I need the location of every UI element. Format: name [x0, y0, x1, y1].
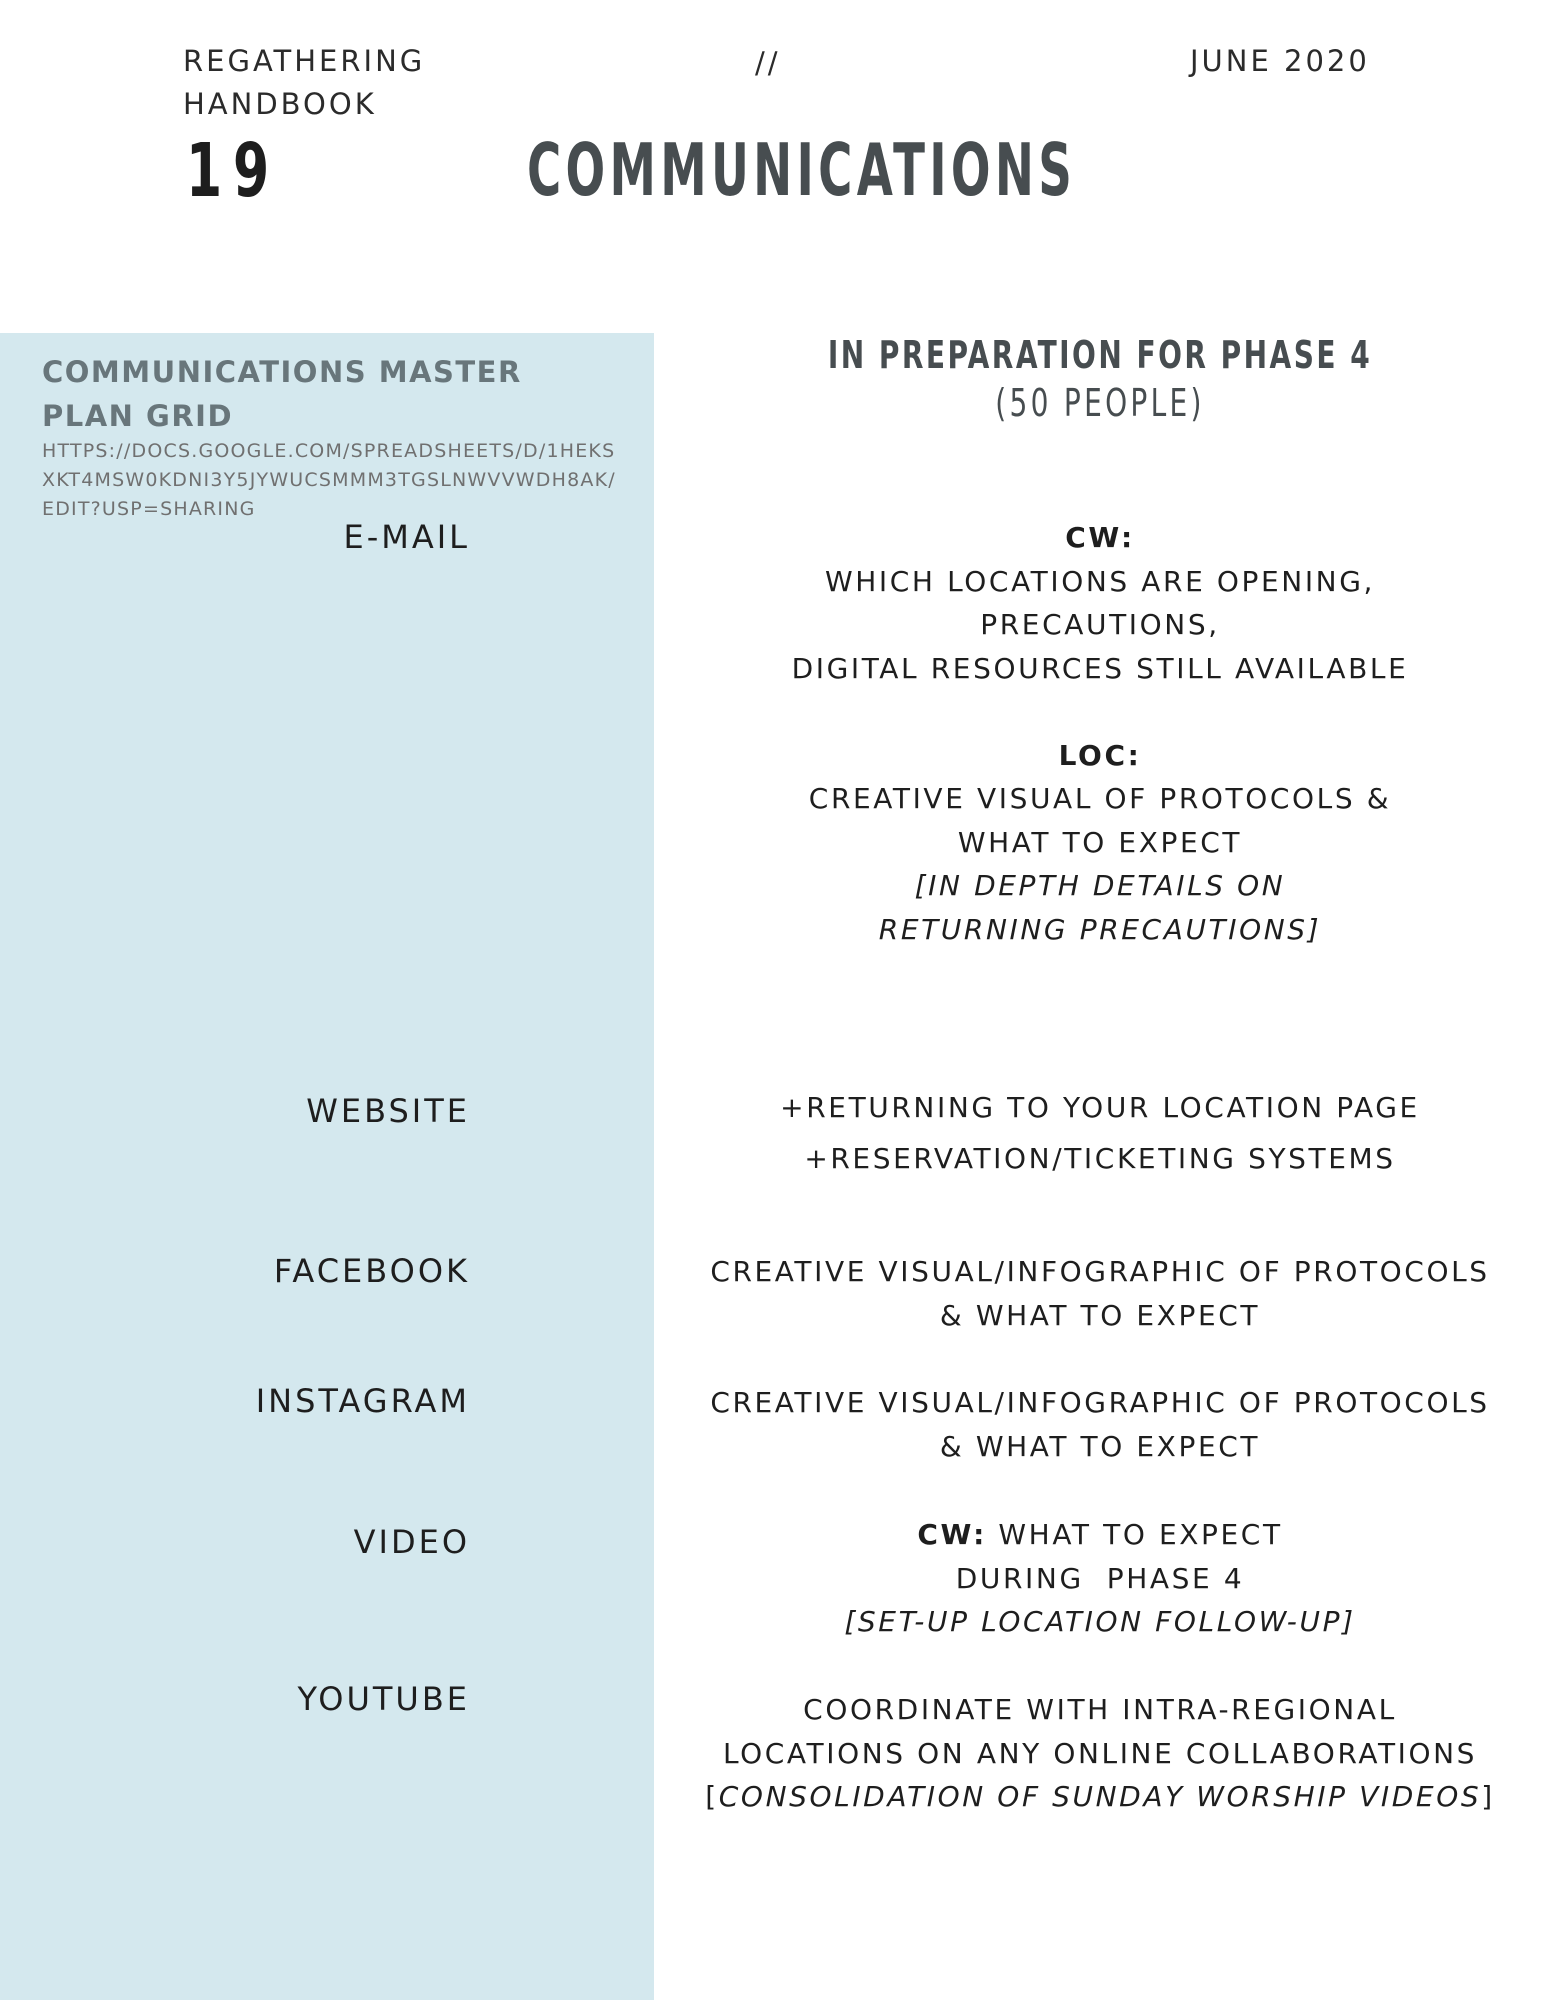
- handbook-line-2: HANDBOOK: [183, 87, 377, 121]
- website-line: +RETURNING TO YOUR LOCATION PAGE: [780, 1091, 1420, 1124]
- handbook-label: [183, 40, 483, 126]
- instagram-content: [654, 1381, 1546, 1468]
- handbook-line-1: REGATHERING: [183, 44, 426, 78]
- header-date: JUNE 2020: [1190, 44, 1370, 78]
- header-separator: //: [755, 46, 781, 80]
- email-loc-line: CREATIVE VISUAL OF PROTOCOLS &: [808, 782, 1392, 815]
- website-content: [654, 1082, 1546, 1184]
- channel-label-facebook: FACEBOOK: [273, 1252, 470, 1290]
- loc-label: LOC:: [1058, 738, 1142, 772]
- email-loc-note: [IN DEPTH DETAILS ON: [914, 869, 1286, 902]
- facebook-line: & WHAT TO EXPECT: [939, 1298, 1261, 1332]
- video-line-2: DURING PHASE 4: [955, 1561, 1245, 1595]
- instagram-line: CREATIVE VISUAL/INFOGRAPHIC OF PROTOCOLS: [710, 1386, 1490, 1419]
- master-plan-title: COMMUNICATIONS MASTER PLAN GRID: [42, 355, 522, 433]
- youtube-line: COORDINATE WITH INTRA-REGIONAL: [803, 1693, 1397, 1726]
- channel-label-video: VIDEO: [353, 1523, 470, 1561]
- email-loc-note: RETURNING PRECAUTIONS]: [878, 912, 1322, 946]
- cw-label: CW:: [917, 1518, 987, 1551]
- page-title: COMMUNICATIONS: [527, 128, 1077, 212]
- left-panel: [0, 333, 654, 2000]
- email-content: [654, 516, 1546, 951]
- youtube-note-text: CONSOLIDATION OF SUNDAY WORSHIP VIDEOS: [718, 1780, 1482, 1813]
- channel-label-instagram: INSTAGRAM: [255, 1382, 470, 1420]
- email-cw-line: PRECAUTIONS,: [980, 608, 1220, 641]
- phase-heading: [654, 330, 1546, 426]
- page-number: 19: [186, 128, 281, 214]
- email-cw-line: DIGITAL RESOURCES STILL AVAILABLE: [791, 651, 1409, 685]
- youtube-line: LOCATIONS ON ANY ONLINE COLLABORATIONS: [722, 1736, 1478, 1770]
- facebook-content: [654, 1250, 1546, 1337]
- video-content: [654, 1513, 1546, 1644]
- bracket-close: ]: [1481, 1780, 1495, 1813]
- youtube-note: [654, 1775, 1546, 1819]
- email-loc-line: WHAT TO EXPECT: [957, 825, 1243, 859]
- channel-label-youtube: YOUTUBE: [297, 1680, 470, 1718]
- channel-label-email: E-MAIL: [343, 518, 470, 556]
- channel-label-website: WEBSITE: [306, 1092, 470, 1130]
- master-plan-link[interactable]: HTTPS://DOCS.GOOGLE.COM/SPREADSHEETS/D/1HEKSXKT4MSW0KDNI3Y5JYWUCSMMM3TGSLNWVVWDH8AK/EDIT?USP=SHARING: [42, 440, 616, 520]
- phase-heading-title: IN PREPARATION FOR PHASE 4: [827, 333, 1373, 377]
- video-line-1: [654, 1513, 1546, 1557]
- instagram-line: & WHAT TO EXPECT: [939, 1429, 1261, 1463]
- youtube-content: [654, 1688, 1546, 1819]
- phase-heading-subtitle: (50 PEOPLE): [995, 381, 1205, 425]
- cw-label: CW:: [1065, 521, 1135, 554]
- email-cw-line: WHICH LOCATIONS ARE OPENING,: [824, 564, 1376, 598]
- website-line: +RESERVATION/TICKETING SYSTEMS: [804, 1142, 1396, 1175]
- bracket-open: [: [705, 1780, 719, 1813]
- video-note: [SET-UP LOCATION FOLLOW-UP]: [844, 1605, 1356, 1638]
- video-line-1-text: WHAT TO EXPECT: [986, 1518, 1283, 1551]
- facebook-line: CREATIVE VISUAL/INFOGRAPHIC OF PROTOCOLS: [710, 1255, 1490, 1288]
